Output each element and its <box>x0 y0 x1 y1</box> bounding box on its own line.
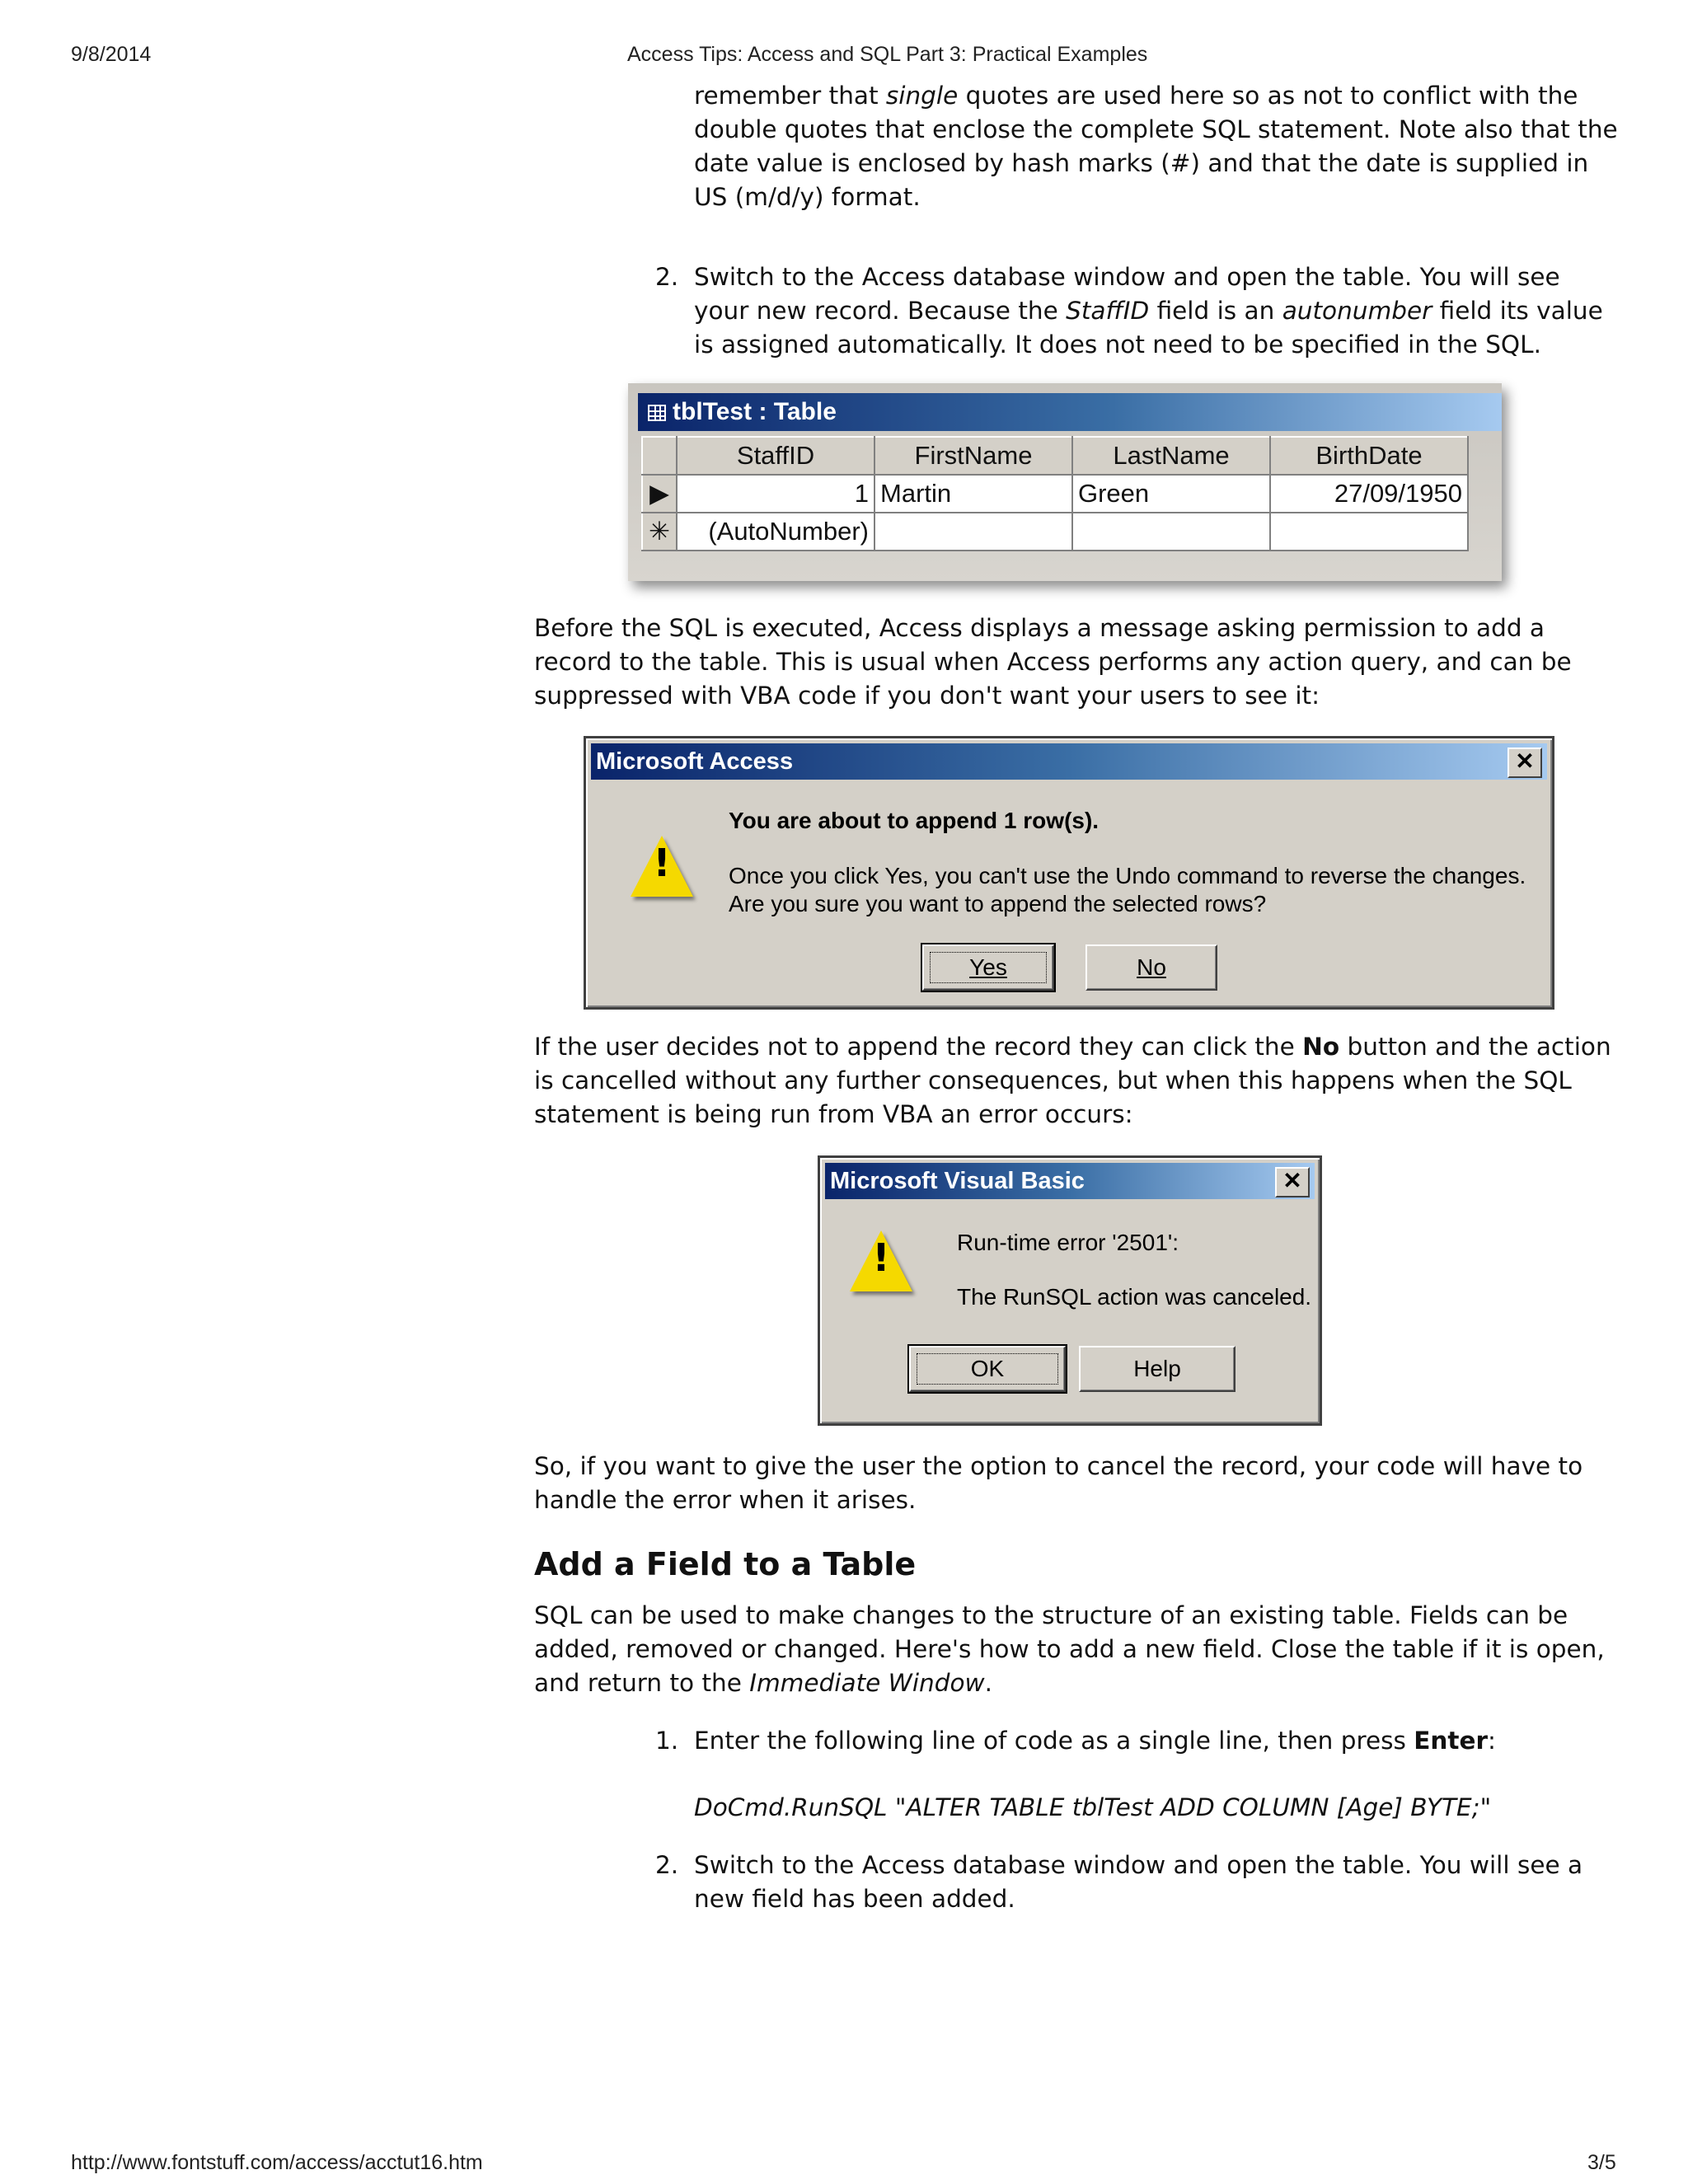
para-sql-line-1: SQL can be used to make changes to the structure of an existing table. Fields can be <box>534 1601 1568 1629</box>
para-sql-line-2: added, removed or changed. Here's how to add a new field. Close the table if it is open, <box>534 1635 1605 1663</box>
intro-line-2: double quotes that enclose the complete SQL statement. Note also that the <box>694 115 1618 143</box>
datasheet-table-icon <box>648 405 666 421</box>
list-number: 2. <box>655 1851 679 1879</box>
list-number: 1. <box>655 1727 679 1755</box>
access-dialog-heading: You are about to append 1 row(s). <box>729 808 1100 833</box>
no-button[interactable]: No <box>1085 944 1217 991</box>
code-line: DoCmd.RunSQL "ALTER TABLE tblTest ADD COLUMN [Age] BYTE;" <box>694 1793 1492 1821</box>
current-record-icon: ▶ <box>642 475 677 513</box>
access-dialog-title: Microsoft Access <box>596 748 794 775</box>
table-window-title: tblTest : Table <box>673 398 837 425</box>
close-icon[interactable]: ✕ <box>1275 1167 1310 1197</box>
intro-line-1: remember that single quotes are used here so as not to conflict with the <box>694 82 1578 110</box>
column-header-birthdate: BirthDate <box>1270 437 1468 475</box>
list-number: 2. <box>655 263 679 291</box>
para-user-line-2: is cancelled without any further consequences, but when this happens when the SQL <box>534 1066 1572 1094</box>
step2b-line-2: new field has been added. <box>694 1885 1015 1913</box>
header-selector-cell <box>642 437 677 475</box>
step2a-line-2: your new record. Because the StaffID field is an autonumber field its value <box>694 297 1603 325</box>
cell-empty <box>1270 513 1468 551</box>
cell-birthdate: 27/09/1950 <box>1270 475 1468 513</box>
step1-line-1: Enter the following line of code as a single line, then press Enter: <box>694 1727 1496 1755</box>
warning-icon-mark: ! <box>653 841 671 885</box>
para-before-line-2: record to the table. This is usual when Access performs any action query, and can be <box>534 648 1572 676</box>
cell-staffid: 1 <box>677 475 874 513</box>
intro-line-3: date value is enclosed by hash marks (#) and that the date is supplied in <box>694 149 1589 177</box>
cell-lastname: Green <box>1072 475 1270 513</box>
para-so-line-2: handle the error when it arises. <box>534 1486 917 1514</box>
cell-autonumber: (AutoNumber) <box>677 513 874 551</box>
para-so-line-1: So, if you want to give the user the option to cancel the record, your code will have to <box>534 1452 1583 1480</box>
vb-dialog-title: Microsoft Visual Basic <box>830 1168 1085 1194</box>
footer-url: http://www.fontstuff.com/access/acctut16.htm <box>71 2151 483 2174</box>
table-window-titlebar <box>638 393 1502 431</box>
new-record-row <box>642 513 1468 551</box>
print-date: 9/8/2014 <box>71 43 152 66</box>
para-user-line-3: statement is being run from VBA an error occurs: <box>534 1100 1133 1128</box>
column-header-staffid: StaffID <box>677 437 874 475</box>
close-icon[interactable]: ✕ <box>1507 748 1542 778</box>
datasheet-grid <box>641 436 1469 551</box>
cell-empty <box>1072 513 1270 551</box>
para-before-line-3: suppressed with VBA code if you don't want your users to see it: <box>534 682 1320 710</box>
column-header-lastname: LastName <box>1072 437 1270 475</box>
step2a-line-3: is assigned automatically. It does not need to be specified in the SQL. <box>694 330 1541 359</box>
section-heading: Add a Field to a Table <box>534 1546 917 1582</box>
cell-firstname: Martin <box>874 475 1072 513</box>
help-button[interactable]: Help <box>1079 1346 1236 1392</box>
para-sql-line-3: and return to the Immediate Window. <box>534 1669 993 1697</box>
para-user-line-1: If the user decides not to append the record they can click the No button and the action <box>534 1033 1611 1061</box>
access-dialog-titlebar <box>591 743 1547 780</box>
vb-dialog-titlebar <box>825 1163 1315 1199</box>
access-dialog-body-1: Once you click Yes, you can't use the Undo command to reverse the changes. <box>729 863 1526 888</box>
cell-empty <box>874 513 1072 551</box>
page-number: 3/5 <box>1587 2151 1616 2174</box>
focus-rect <box>917 1353 1058 1385</box>
access-append-dialog <box>584 736 1554 1010</box>
access-dialog-body-2: Are you sure you want to append the selected rows? <box>729 891 1267 916</box>
para-before-line-1: Before the SQL is executed, Access displays a message asking permission to add a <box>534 614 1545 642</box>
focus-rect <box>930 952 1047 983</box>
table-row <box>642 475 1468 513</box>
table-window-screenshot <box>628 383 1502 581</box>
print-title: Access Tips: Access and SQL Part 3: Practical Examples <box>627 43 1148 66</box>
step2b-line-1: Switch to the Access database window and open the table. You will see a <box>694 1851 1583 1879</box>
warning-icon-mark: ! <box>872 1235 890 1280</box>
step2a-line-1: Switch to the Access database window and open the table. You will see <box>694 263 1560 291</box>
new-record-icon: ✳ <box>642 513 677 551</box>
column-header-firstname: FirstName <box>874 437 1072 475</box>
vb-error-message: The RunSQL action was canceled. <box>957 1284 1312 1310</box>
ok-button[interactable]: OK <box>909 1346 1066 1392</box>
vb-error-dialog <box>818 1155 1322 1426</box>
intro-line-4: US (m/d/y) format. <box>694 183 921 211</box>
yes-button[interactable]: Yes <box>922 944 1054 991</box>
vb-error-code: Run-time error '2501': <box>957 1230 1179 1255</box>
